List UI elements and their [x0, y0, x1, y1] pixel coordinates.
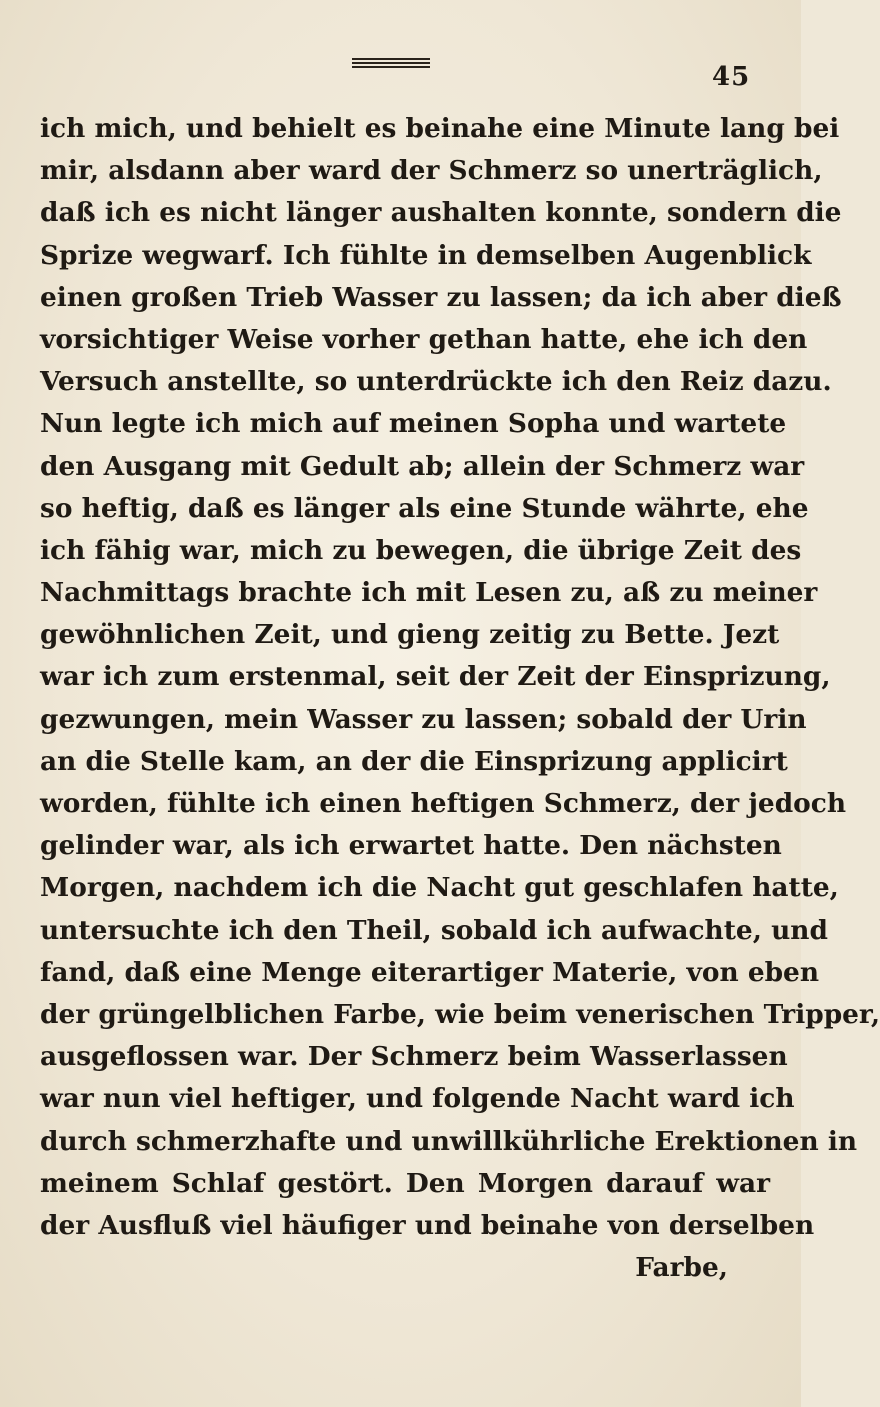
text-line: Sprize wegwarf. Ich fühlte in demselben Augenblick [40, 239, 812, 271]
header-rule [352, 58, 430, 66]
catchword: Farbe, [635, 1252, 728, 1284]
text-line: ausgeflossen war. Der Schmerz beim Wasserlassen [40, 1041, 788, 1073]
text-line: mir, alsdann aber ward der Schmerz so unerträglich, [40, 155, 823, 187]
text-line: war nun viel heftiger, und folgende Nacht ward ich [40, 1083, 795, 1115]
text-line: an die Stelle kam, an der die Einsprizung applicirt [40, 745, 788, 777]
text-line: gezwungen, mein Wasser zu lassen; sobald der Urin [40, 703, 807, 735]
page-number: 45 [712, 62, 751, 92]
text-line: gelinder war, als ich erwartet hatte. Den nächsten [40, 830, 782, 862]
text-line: der grüngelblichen Farbe, wie beim venerischen Tripper, [40, 998, 880, 1030]
text-line: gewöhnlichen Zeit, und gieng zeitig zu Bette. Jezt [40, 619, 780, 651]
text-line: Nun legte ich mich auf meinen Sopha und wartete [40, 408, 787, 440]
text-line: daß ich es nicht länger aushalten konnte, sondern die [40, 197, 842, 229]
text-line: ich mich, und behielt es beinahe eine Minute lang bei [40, 113, 840, 144]
text-line: war ich zum erstenmal, seit der Zeit der Einsprizung, [40, 661, 831, 693]
text-line: den Ausgang mit Gedult ab; allein der Schmerz war [40, 450, 805, 482]
text-line: worden, fühlte ich einen heftigen Schmerz, der jedoch [40, 788, 847, 819]
body-text [40, 108, 880, 1289]
text-line: fand, daß eine Menge eiterartiger Materie, von eben [40, 956, 820, 988]
text-line: durch schmerzhafte und unwillkührliche Erektionen in [40, 1125, 858, 1157]
text-line: vorsichtiger Weise vorher gethan hatte, ehe ich den [40, 323, 808, 355]
text-line: Morgen, nachdem ich die Nacht gut geschlafen hatte, [40, 872, 839, 904]
text-line: einen großen Trieb Wasser zu lassen; da ich aber dieß [40, 281, 842, 313]
text-line: untersuchte ich den Theil, sobald ich aufwachte, und [40, 914, 828, 946]
text-line: ich fähig war, mich zu bewegen, die übrige Zeit des [40, 534, 802, 566]
text-line: der Ausfluß viel häufiger und beinahe von derselben [40, 1209, 815, 1241]
text-line: Nachmittags brachte ich mit Lesen zu, aß zu meiner [40, 577, 818, 609]
text-line: meinem Schlaf gestört. Den Morgen darauf war [40, 1167, 770, 1199]
text-line: so heftig, daß es länger als eine Stunde währte, ehe [40, 492, 809, 524]
text-line: Versuch anstellte, so unterdrückte ich den Reiz dazu. [40, 366, 832, 398]
